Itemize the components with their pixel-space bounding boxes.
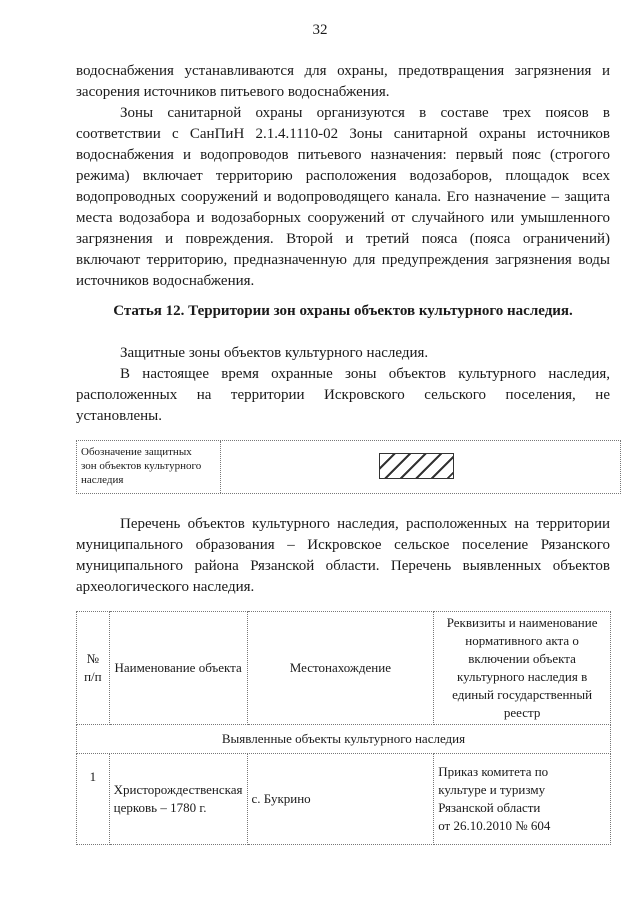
header-document [434, 612, 611, 725]
legend-label-line: наследия [81, 474, 124, 486]
header-document-line: культурного наследия в [456, 669, 588, 684]
paragraph-2-line-2: соответствии с СанПиН 2.1.4.1110-02 Зоны санитарной охраны источников [76, 126, 610, 142]
page-number: 32 [312, 22, 328, 38]
paragraph-2-line-6: места водозабора и водозаборных сооружений от случайного или умышленного [76, 210, 610, 226]
legend-label [77, 441, 221, 493]
paragraph-2-line-8: включают территорию, предназначенную для предупреждения загрязнения воды [76, 252, 610, 268]
paragraph-4-line-4: археологического наследия. [76, 579, 255, 595]
header-name: Наименование объекта [109, 612, 247, 725]
row-document-line: от 26.10.2010 № 604 [438, 818, 551, 833]
header-number [77, 612, 110, 725]
paragraph-2-line-9: источников водоснабжения. [76, 273, 255, 289]
paragraph-4-line-1: Перечень объектов культурного наследия, расположенных на территории [120, 516, 610, 532]
paragraph-2-line-4: режима) включает территорию расположения водозаборов, площадок всех [76, 168, 610, 184]
paragraph-2-line-5: водопроводных сооружений и водопроводящего канала. Его назначение – защита [76, 189, 610, 205]
row-document-line: Приказ комитета по [438, 764, 549, 779]
header-document-line: единый государственный [452, 687, 593, 702]
paragraph-4-line-3: муниципального района Рязанской области. Перечень выявленных объектов [76, 558, 610, 574]
header-number-line: № [86, 651, 100, 666]
paragraph-2-line-3: водоснабжения и водопроводов питьевого назначения: первый пояс (строгого [76, 147, 610, 163]
article-heading: Статья 12. Территории зон охраны объектов культурного наследия. [113, 303, 573, 319]
row-location: с. Букрино [247, 754, 434, 845]
row-document [434, 754, 611, 845]
legend-label-line: Обозначение защитных [81, 446, 192, 458]
paragraph-2-line-7: загрязнения и повреждения. Второй и третий пояса (пояса ограничений) [76, 231, 610, 247]
row-object-name-line: Христорождественская [113, 782, 243, 797]
header-document-line: реестр [503, 705, 541, 720]
table-group-row [77, 725, 611, 754]
group-title: Выявленные объекты культурного наследия [77, 725, 611, 754]
row-object-name [109, 754, 247, 845]
header-document-line: Реквизиты и наименование [446, 615, 598, 630]
hatch-pattern-swatch [379, 453, 454, 479]
paragraph-1-line-1: водоснабжения устанавливаются для охраны, предотвращения загрязнения и [76, 63, 610, 79]
legend-table [76, 440, 621, 494]
paragraph-4-line-2: муниципального образования – Искровское сельское поселение Рязанского [76, 537, 610, 553]
paragraph-2-line-1: Зоны санитарной охраны организуются в составе трех поясов в [120, 105, 610, 121]
paragraph-3-line-4: установлены. [76, 408, 162, 424]
header-location: Местонахождение [247, 612, 434, 725]
legend-label-line: зон объектов культурного [81, 460, 202, 472]
header-document-line: нормативного акта о [465, 633, 579, 648]
header-document-line: включении объекта [468, 651, 576, 666]
row-document-line: Рязанской области [438, 800, 541, 815]
row-document-line: культуре и туризму [438, 782, 546, 797]
table-row [77, 754, 611, 845]
header-number-line: п/п [84, 669, 102, 684]
paragraph-3-line-3: расположенных на территории Искровского сельского поселения, не [76, 387, 610, 403]
table-header-row [77, 612, 611, 725]
row-object-name-line: церковь – 1780 г. [113, 800, 207, 815]
paragraph-3-line-2: В настоящее время охранные зоны объектов культурного наследия, [120, 366, 610, 382]
heritage-objects-table [76, 611, 611, 845]
paragraph-3-line-1: Защитные зоны объектов культурного наследия. [120, 345, 429, 361]
paragraph-1-line-2: засорения источников питьевого водоснабжения. [76, 84, 390, 100]
row-number: 1 [77, 754, 110, 845]
